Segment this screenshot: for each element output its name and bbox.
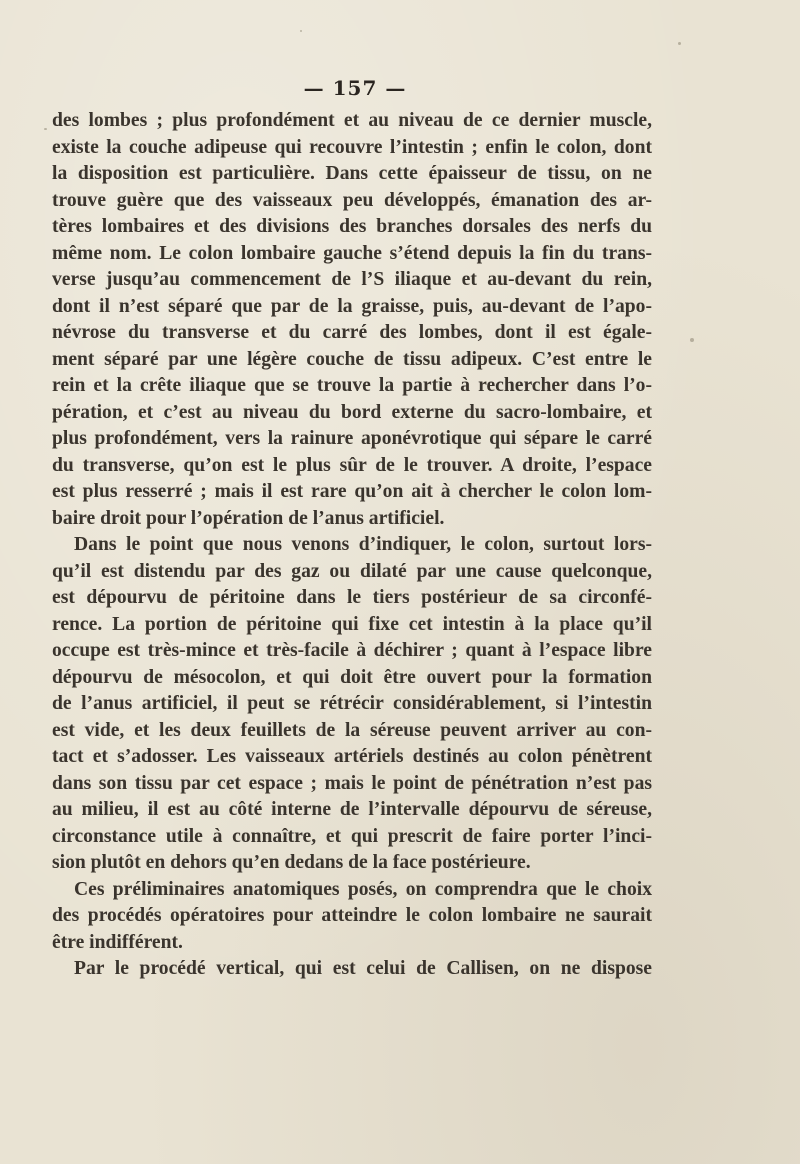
text-line: tères lombaires et des divisions des branches dorsales des nerfs du [52, 216, 652, 237]
page-number: — 157 — [303, 76, 407, 100]
text-line: plus profondément, vers la rainure aponévrotique qui sépare le carré [52, 428, 652, 449]
paper-speck [300, 30, 302, 32]
text-line: est vide, et les deux feuillets de la séreuse peuvent arriver au con- [52, 719, 652, 741]
text-line: trouve guère que des vaisseaux peu développés, émanation des ar- [52, 189, 652, 211]
text-line: existe la couche adipeuse qui recouvre l’intestin ; enfin le colon, dont [52, 136, 652, 158]
text-line: sion plutôt en dehors qu’en dedans de la face postérieure. [52, 852, 531, 873]
text-line: tact et s’adosser. Les vaisseaux artériels destinés au colon pénètrent [52, 746, 652, 767]
text-line: des procédés opératoires pour atteindre le colon lombaire ne saurait [52, 905, 652, 926]
text-line: même nom. Le colon lombaire gauche s’étend depuis la fin du trans- [52, 242, 652, 264]
text-line: Ces préliminaires anatomiques posés, on comprendra que le choix [74, 878, 652, 900]
text-line: dans son tissu par cet espace ; mais le point de pénétration n’est pas [52, 772, 652, 794]
text-line: dépourvu de mésocolon, et qui doit être ouvert pour la formation [52, 666, 652, 688]
text-line: qu’il est distendu par des gaz ou dilaté par une cause quelconque, [52, 560, 652, 582]
text-line: rein et la crête iliaque que se trouve la partie à rechercher dans l’o- [52, 375, 652, 396]
text-line: de l’anus artificiel, il peut se rétrécir considérablement, si l’intestin [52, 693, 652, 714]
body-text [52, 108, 652, 983]
text-line: être indifférent. [52, 931, 183, 953]
text-line: dont il n’est séparé que par de la graisse, puis, au-devant de l’apo- [52, 295, 652, 317]
text-line: du transverse, qu’on est le plus sûr de le trouver. A droite, l’espace [52, 454, 652, 476]
text-line: pération, et c’est au niveau du bord externe du sacro-lombaire, et [52, 401, 652, 423]
text-line: rence. La portion de péritoine qui fixe cet intestin à la place qu’il [52, 613, 652, 635]
text-line: au milieu, il est au côté interne de l’intervalle dépourvu de séreuse, [52, 799, 652, 820]
text-line: est plus resserré ; mais il est rare qu’on ait à chercher le colon lom- [52, 481, 652, 502]
paper-speck [678, 42, 681, 45]
text-line: Dans le point que nous venons d’indiquer, le colon, surtout lors- [74, 534, 652, 555]
text-line: la disposition est particulière. Dans cette épaisseur de tissu, on ne [52, 163, 652, 184]
text-line: ment séparé par une légère couche de tissu adipeux. C’est entre le [52, 348, 652, 370]
text-line: Par le procédé vertical, qui est celui de Callisen, on ne dispose [74, 958, 652, 979]
text-line: circonstance utile à connaître, et qui prescrit de faire porter l’inci- [52, 825, 652, 847]
text-line: névrose du transverse et du carré des lombes, dont il est égale- [52, 322, 652, 343]
paper-speck [690, 338, 694, 342]
paper-speck [44, 128, 47, 130]
text-line: verse jusqu’au commencement de l’S iliaque et au-devant du rein, [52, 269, 652, 290]
text-line: des lombes ; plus profondément et au niveau de ce dernier muscle, [52, 110, 652, 131]
text-line: est dépourvu de péritoine dans le tiers postérieur de sa circonfé- [52, 587, 652, 608]
text-line: baire droit pour l’opération de l’anus artificiel. [52, 507, 445, 529]
text-line: occupe est très-mince et très-facile à déchirer ; quant à l’espace libre [52, 640, 652, 661]
